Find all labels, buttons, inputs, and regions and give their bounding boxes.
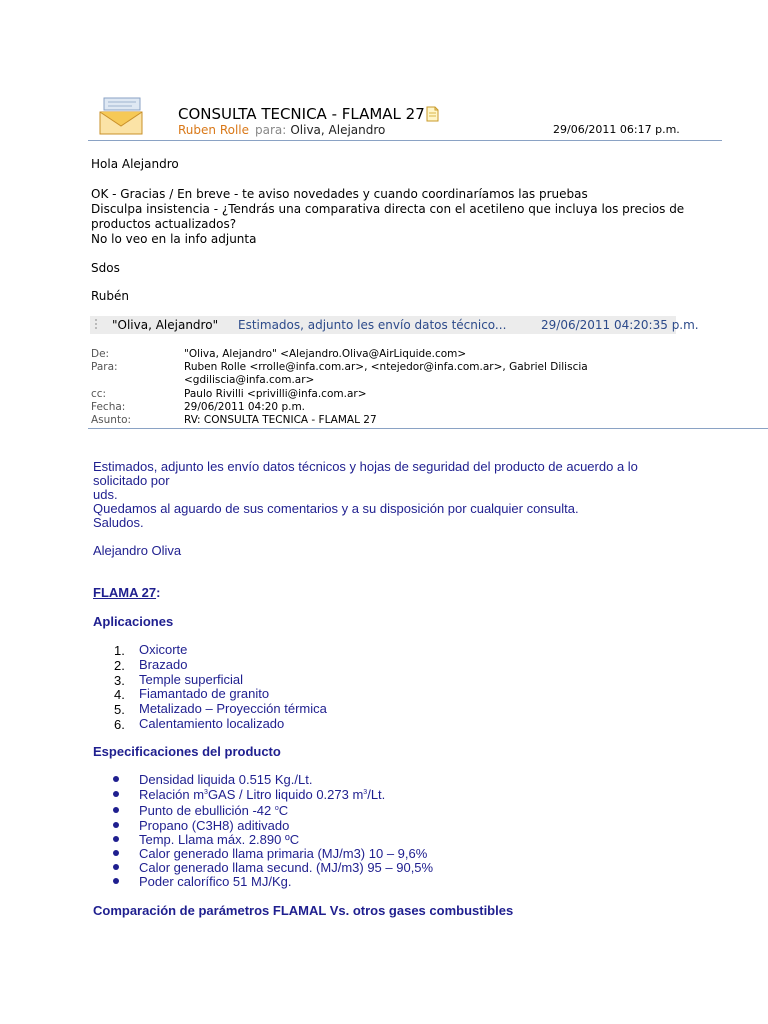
header-fecha-label: Fecha:: [91, 401, 126, 413]
bullet-dot: [113, 836, 119, 842]
bullet-dot: [113, 776, 119, 782]
thread-from[interactable]: "Oliva, Alejandro": [112, 318, 219, 332]
especificaciones-heading: Especificaciones del producto: [93, 744, 281, 759]
bullet-dot: [113, 864, 119, 870]
list-number: 2.: [114, 658, 125, 673]
spec-item: Calor generado llama secund. (MJ/m3) 95 – 90,5%: [139, 860, 434, 875]
header-asunto-value: RV: CONSULTA TECNICA - FLAMAL 27: [184, 414, 377, 426]
aplicaciones-heading: Aplicaciones: [93, 614, 174, 629]
list-number: 1.: [114, 643, 125, 658]
header-para-label: Para:: [91, 361, 118, 373]
list-item: Oxicorte: [139, 642, 188, 657]
spec-item: Poder calorífico 51 MJ/Kg.: [139, 874, 292, 889]
reply-line-3: productos actualizados?: [91, 217, 237, 231]
product-title-link[interactable]: FLAMA 27: [93, 585, 157, 600]
thread-date: 29/06/2011 04:20:35 p.m.: [541, 318, 699, 332]
recipient-name[interactable]: Oliva, Alejandro: [290, 123, 386, 137]
list-item: Fiamantado de granito: [139, 686, 270, 701]
reply-closing: Sdos: [91, 261, 120, 275]
comparacion-heading: Comparación de parámetros FLAMAL Vs. otros gases combustibles: [93, 903, 514, 918]
spec-item: Temp. Llama máx. 2.890 ºC: [139, 832, 300, 847]
original-signature: Alejandro Oliva: [93, 543, 182, 558]
reply-line-2: Disculpa insistencia - ¿Tendrás una comparativa directa con el acetileno que incluya los precios de: [91, 202, 685, 216]
list-item: Temple superficial: [139, 672, 244, 687]
dotted-grip-icon: [92, 316, 104, 334]
header-para-value-cont: <gdiliscia@infa.com.ar>: [184, 374, 315, 386]
forward-header-divider: [88, 428, 768, 429]
header-cc-value: Paulo Rivilli <privilli@infa.com.ar>: [184, 388, 367, 400]
email-subject: CONSULTA TECNICA - FLAMAL 27: [178, 105, 425, 123]
original-p1-line3: uds.: [93, 487, 118, 502]
spec-item: Calor generado llama primaria (MJ/m3) 10 – 9,6%: [139, 846, 428, 861]
bullet-dot: [113, 791, 119, 797]
original-p1-line2: solicitado por: [93, 473, 170, 488]
product-title: [93, 585, 160, 600]
list-item: Brazado: [139, 657, 188, 672]
header-de-label: De:: [91, 348, 110, 360]
reply-line-1: OK - Gracias / En breve - te aviso novedades y cuando coordinaríamos las pruebas: [91, 187, 588, 201]
para-label: para:: [255, 123, 287, 137]
email-date: 29/06/2011 06:17 p.m.: [553, 123, 680, 136]
document-icon[interactable]: [426, 106, 439, 122]
bullet-dot: [113, 878, 119, 884]
product-title-colon: :: [156, 585, 161, 600]
original-p3: Saludos.: [93, 515, 144, 530]
spec-item: Punto de ebullición -42 $^o$C: [139, 803, 289, 818]
thread-preview[interactable]: Estimados, adjunto les envío datos técnico...: [238, 318, 507, 332]
bullet-dot: [113, 822, 119, 828]
list-item: Metalizado – Proyección térmica: [139, 701, 327, 716]
sender-name[interactable]: Ruben Rolle: [178, 123, 250, 137]
spec-item: Propano (C3H8) aditivado: [139, 818, 290, 833]
header-asunto-label: Asunto:: [91, 414, 132, 426]
header-para-value: Ruben Rolle <rrolle@infa.com.ar>, <ntejedor@infa.com.ar>, Gabriel Diliscia: [184, 361, 588, 373]
header-divider: [88, 140, 722, 141]
list-number: 5.: [114, 702, 125, 717]
sender-line: [178, 123, 385, 137]
header-de-value: "Oliva, Alejandro" <Alejandro.Oliva@AirLiquide.com>: [184, 348, 467, 360]
envelope-icon: [96, 96, 146, 136]
header-fecha-value: 29/06/2011 04:20 p.m.: [184, 401, 306, 413]
original-p1-line1: Estimados, adjunto les envío datos técnicos y hojas de seguridad del producto de acuerdo a lo: [93, 459, 638, 474]
bullet-dot: [113, 807, 119, 813]
list-number: 3.: [114, 673, 125, 688]
spec-item: Densidad liquida 0.515 Kg./Lt.: [139, 772, 313, 787]
reply-line-4: No lo veo en la info adjunta: [91, 232, 257, 246]
list-number: 6.: [114, 717, 125, 732]
list-item: Calentamiento localizado: [139, 716, 285, 731]
spec-item: Relación $m^3GAS$ / Litro liquido 0.273 $m^3/Lt$.: [139, 787, 386, 802]
bullet-dot: [113, 850, 119, 856]
header-cc-label: cc:: [91, 388, 107, 400]
list-number: 4.: [114, 687, 125, 702]
reply-greeting: Hola Alejandro: [91, 157, 179, 171]
original-p2: Quedamos al aguardo de sus comentarios y a su disposición por cualquier consulta.: [93, 501, 579, 516]
reply-signature: Rubén: [91, 289, 130, 303]
